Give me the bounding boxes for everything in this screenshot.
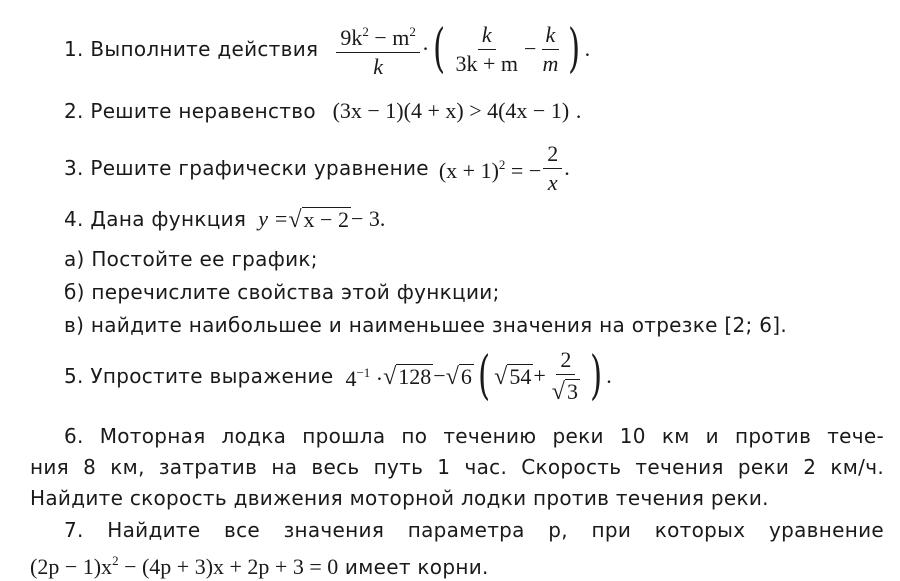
open-paren-icon: ( [433,19,446,79]
problem-3-label: 3. Решите графически уравнение [64,156,429,180]
sqrt-icon: √ 54 [494,363,532,390]
problem-2-expression: (3x − 1)(4 + x) > 4(4x − 1) [332,98,570,123]
problem-2-label: 2. Решите неравенство [64,99,316,123]
problem-3-lhs: $(x + 1)^2$ = − [438,157,542,183]
problem-7-equation: $(2p - 1)x^2 - (4p + 3)x + 2p + 3 = 0$ имеет корни. [30,553,489,579]
problem-1-label: 1. Выполните действия [64,37,319,61]
sqrt-icon: √ 3 [551,378,578,405]
problem-4c: в) найдите наибольшее и наименьшее значения на отрезке [2; 6]. [64,313,787,337]
problem-7-line-1: 7. Найдите все значения параметра p, при которых уравнение [64,518,884,542]
sqrt-icon: √ 128 [383,363,432,390]
problem-6-line-2: ния 8 км, затратив на весь путь 1 час. Скорость течения реки 2 км/ч. [30,455,884,479]
problem-1: 1. Выполните действия $\frac{9k^2 - m^2}{k}$ · ( $\frac{k}{3k + m}$ − $\frac{k}{m}$ ) . [64,19,591,79]
problem-3-fraction: $\frac{2}{x}$ [543,142,562,195]
problem-2: 2. Решите неравенство (3x − 1)(4 + x) > 4(4x − 1) . [64,98,582,123]
sqrt-icon: √ x − 2 [288,206,349,233]
problem-1-main-fraction: $\frac{9k^2 - m^2}{k}$ [336,20,420,79]
problem-6-line-1: 6. Моторная лодка прошла по течению реки 10 км и против тече- [64,424,884,448]
problem-5: 5. Упростите выражение $4^{-1}$ · √ 128 − √ 6 ( √ 54 + 2 √ 3 ) . [64,346,612,406]
open-paren-icon: ( [477,346,491,406]
problem-4: 4. Дана функция y = √ x − 2 − 3 . [64,206,386,233]
problem-4a: а) Постойте ее график; [64,247,318,271]
problem-4-label: 4. Дана функция [64,207,247,231]
close-paren-icon: ) [568,19,581,79]
problem-3: 3. Решите графически уравнение $(x + 1)^2$ = − $\frac{2}{x}$ . [64,140,570,195]
problem-5-label: 5. Упростите выражение [64,364,334,388]
sqrt-icon: √ 6 [445,363,472,390]
close-paren-icon: ) [589,346,603,406]
problem-1-inner-fraction-1: $\frac{k}{3k + m}$ [455,21,519,76]
problem-1-inner-fraction-2: $\frac{k}{m}$ [542,21,559,76]
problem-4b: б) перечислите свойства этой функции; [64,280,500,304]
problem-5-fraction: 2 √ 3 [551,347,578,405]
problem-6-line-3: Найдите скорость движения моторной лодки против течения реки. [30,486,769,510]
